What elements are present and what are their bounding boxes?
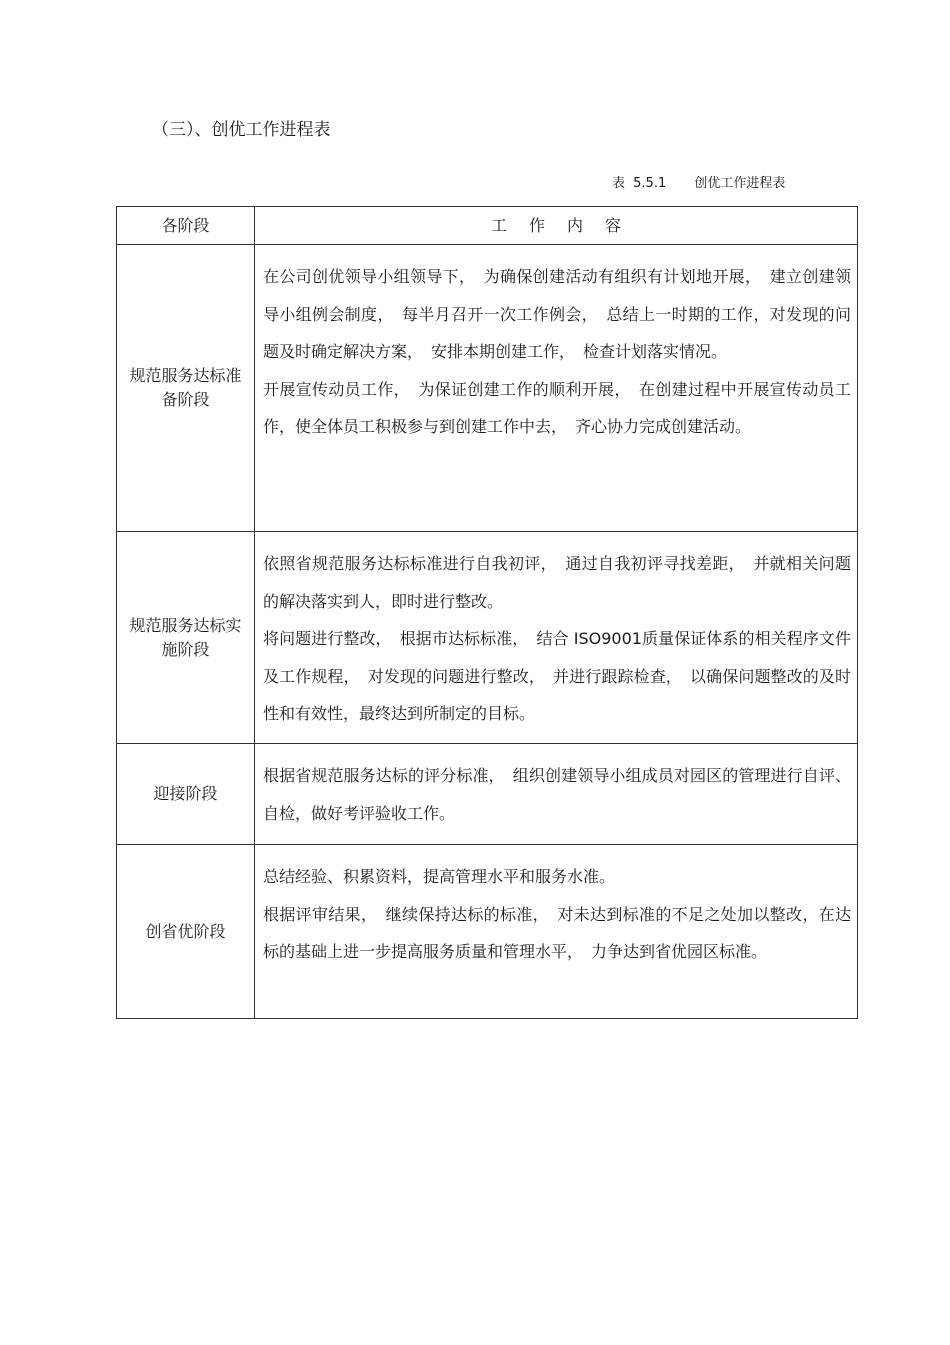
content-cell xyxy=(255,744,858,845)
stage-cell: 创省优阶段 xyxy=(117,845,255,1019)
table-row xyxy=(117,845,858,1019)
content-paragraph: 总结经验、积累资料，提高管理水平和服务水准。 xyxy=(263,867,616,886)
table-caption xyxy=(612,174,785,194)
content-cell xyxy=(255,845,858,1019)
content-paragraph: 根据省规范服务达标的评分标准， 组织创建领导小组成员对园区的管理进行自评、自检，做好考评验收工作。 xyxy=(263,766,851,823)
table-caption-number: 5.5.1 xyxy=(633,176,667,191)
table-row xyxy=(117,744,858,845)
content-paragraph: 将问题进行整改， 根据市达标标准， 结合 ISO9001质量保证体系的相关程序文件及工作规程， 对发现的问题进行整改， 并进行跟踪检查， 以确保问题整改的及时性和有效性，最终达到所制定的目标。 xyxy=(263,629,851,723)
table-row xyxy=(117,532,858,744)
stage-cell: 迎接阶段 xyxy=(117,744,255,845)
content-paragraph: 依照省规范服务达标标准进行自我初评， 通过自我初评寻找差距， 并就相关问题的解决落实到人，即时进行整改。 xyxy=(263,554,851,611)
content-cell xyxy=(255,245,858,532)
header-stage: 各阶段 xyxy=(117,207,255,245)
content-paragraph: 开展宣传动员工作， 为保证创建工作的顺利开展， 在创建过程中开展宣传动员工作，使全体员工积极参与到创建工作中去， 齐心协力完成创建活动。 xyxy=(263,379,851,436)
content-paragraph: 根据评审结果， 继续保持达标的标准， 对未达到标准的不足之处加以整改，在达标的基础上进一步提高服务质量和管理水平， 力争达到省优园区标准。 xyxy=(263,904,851,961)
header-content-label: 工作内容 xyxy=(490,215,643,235)
progress-table xyxy=(116,206,858,1019)
content-paragraph: 在公司创优领导小组领导下， 为确保创建活动有组织有计划地开展， 建立创建领导小组例会制度， 每半月召开一次工作例会， 总结上一时期的工作，对发现的问题及时确定解决方案， 安排本期创建工作， 检查计划落实情况。 xyxy=(263,267,851,361)
stage-cell: 规范服务达标准备阶段 xyxy=(117,245,255,532)
table-caption-title: 创优工作进程表 xyxy=(694,176,786,191)
table-header-row xyxy=(117,207,858,245)
table-caption-prefix: 表 xyxy=(612,176,626,191)
section-heading: （三）、创优工作进程表 xyxy=(152,120,331,140)
header-content xyxy=(255,207,858,245)
content-cell xyxy=(255,532,858,744)
table-row xyxy=(117,245,858,532)
stage-cell: 规范服务达标实施阶段 xyxy=(117,532,255,744)
